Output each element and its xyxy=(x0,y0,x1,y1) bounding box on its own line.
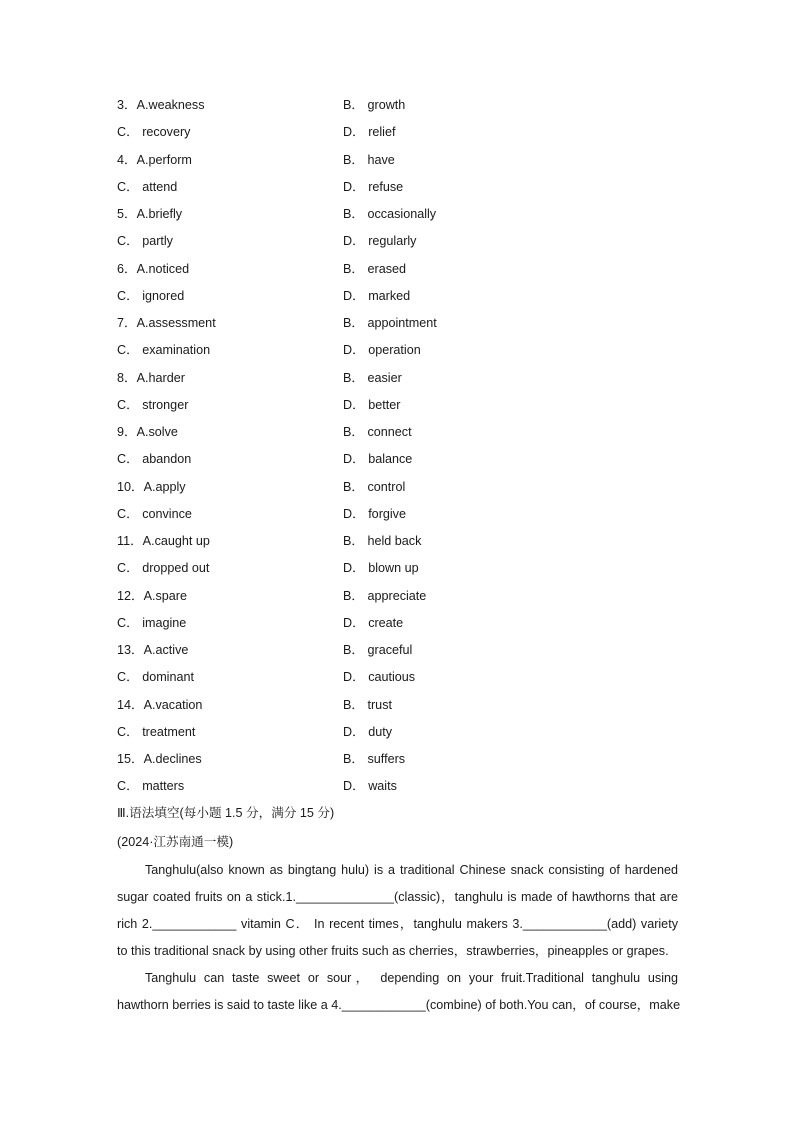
option-row xyxy=(117,310,687,337)
option-right: B． held back xyxy=(343,534,422,548)
option-row xyxy=(117,201,687,228)
option-right: D． create xyxy=(343,615,404,630)
option-left: 7．A.assessment xyxy=(117,316,216,330)
option-left: 8．A.harder xyxy=(117,370,185,385)
option-row xyxy=(117,365,687,392)
option-right: D． duty xyxy=(343,724,392,739)
option-right: D． refuse xyxy=(343,179,404,194)
option-row xyxy=(117,419,687,446)
option-row xyxy=(117,119,687,146)
option-right: B． connect xyxy=(343,425,412,439)
option-left: 6．A.noticed xyxy=(117,261,190,276)
option-left: C． partly xyxy=(117,234,173,249)
option-right: B． appreciate xyxy=(343,588,427,603)
answer-options-list xyxy=(117,92,687,801)
section-title: Ⅲ.语法填空(每小题 1.5 分，满分 15 分) xyxy=(117,806,335,820)
option-left: 11．A.caught up xyxy=(117,534,210,548)
option-right: D． waits xyxy=(343,779,397,794)
option-left: C． imagine xyxy=(117,615,187,630)
option-left: 14．A.vacation xyxy=(117,697,203,712)
option-left: 15．A.declines xyxy=(117,752,202,766)
exam-source: (2024·江苏南通一模) xyxy=(117,835,234,849)
option-row xyxy=(117,147,687,174)
option-left: 4．A.perform xyxy=(117,152,192,167)
option-left: 10．A.apply xyxy=(117,479,186,494)
option-right: B． suffers xyxy=(343,752,406,766)
passage-line: Tanghulu can taste sweet or sour， depending on your fruit.Traditional tanghulu using xyxy=(145,971,678,985)
option-right: B． control xyxy=(343,479,406,494)
passage-line: hawthorn berries is said to taste like a 4.____________(combine) of both.You can，of course，make xyxy=(117,998,681,1012)
option-right: D． regularly xyxy=(343,234,417,249)
option-row xyxy=(117,664,687,691)
option-left: C． recovery xyxy=(117,125,191,140)
option-row xyxy=(117,637,687,664)
option-right: B． appointment xyxy=(343,316,437,330)
option-right: D． forgive xyxy=(343,506,406,521)
option-row xyxy=(117,283,687,310)
option-row xyxy=(117,610,687,637)
passage-line: Tanghulu(also known as bingtang hulu) is a traditional Chinese snack consisting of hardened xyxy=(145,863,678,877)
option-left: C． stronger xyxy=(117,397,189,412)
option-row xyxy=(117,528,687,555)
option-row xyxy=(117,392,687,419)
option-left: C． dropped out xyxy=(117,561,210,576)
option-right: B． erased xyxy=(343,261,406,276)
option-right: D． marked xyxy=(343,288,411,303)
option-row xyxy=(117,555,687,582)
passage-line: to this traditional snack by using other fruits such as cherries，strawberries，pineapples or grapes. xyxy=(117,944,669,958)
option-row xyxy=(117,692,687,719)
passage xyxy=(117,857,681,1019)
option-row xyxy=(117,719,687,746)
option-row xyxy=(117,474,687,501)
option-right: B． growth xyxy=(343,98,406,112)
option-left: C． matters xyxy=(117,779,185,794)
option-right: D． balance xyxy=(343,452,413,467)
option-row xyxy=(117,446,687,473)
option-left: 5．A.briefly xyxy=(117,207,183,221)
option-row xyxy=(117,583,687,610)
option-right: D． relief xyxy=(343,125,396,140)
option-left: C． dominant xyxy=(117,670,194,685)
option-left: 9．A.solve xyxy=(117,425,178,439)
option-left: C． abandon xyxy=(117,452,192,467)
option-left: C． convince xyxy=(117,506,192,521)
option-left: C． attend xyxy=(117,179,178,194)
option-left: 3．A.weakness xyxy=(117,98,205,112)
option-right: D． blown up xyxy=(343,561,419,576)
paragraph-2 xyxy=(117,965,681,1019)
option-left: C． ignored xyxy=(117,288,185,303)
option-left: 12．A.spare xyxy=(117,588,188,603)
option-right: D． better xyxy=(343,397,401,412)
option-right: B． trust xyxy=(343,697,392,712)
option-row xyxy=(117,256,687,283)
option-row xyxy=(117,174,687,201)
option-row xyxy=(117,501,687,528)
option-row xyxy=(117,337,687,364)
option-row xyxy=(117,228,687,255)
option-left: C． treatment xyxy=(117,724,196,739)
option-left: 13．A.active xyxy=(117,643,189,657)
option-left: C． examination xyxy=(117,343,211,358)
passage-line: sugar coated fruits on a stick.1.______________(classic)，tanghulu is made of hawthorns that are xyxy=(117,890,678,904)
option-row xyxy=(117,92,687,119)
option-right: B． have xyxy=(343,152,395,167)
option-right: B． easier xyxy=(343,370,402,385)
option-right: B． occasionally xyxy=(343,207,437,221)
option-right: D． operation xyxy=(343,343,421,358)
option-right: D． cautious xyxy=(343,670,416,685)
option-row xyxy=(117,773,687,800)
option-row xyxy=(117,746,687,773)
passage-line: rich 2.____________ vitamin C． In recent times，tanghulu makers 3.____________(add) variety xyxy=(117,917,678,931)
option-right: B． graceful xyxy=(343,643,413,657)
paragraph-1 xyxy=(117,857,678,965)
